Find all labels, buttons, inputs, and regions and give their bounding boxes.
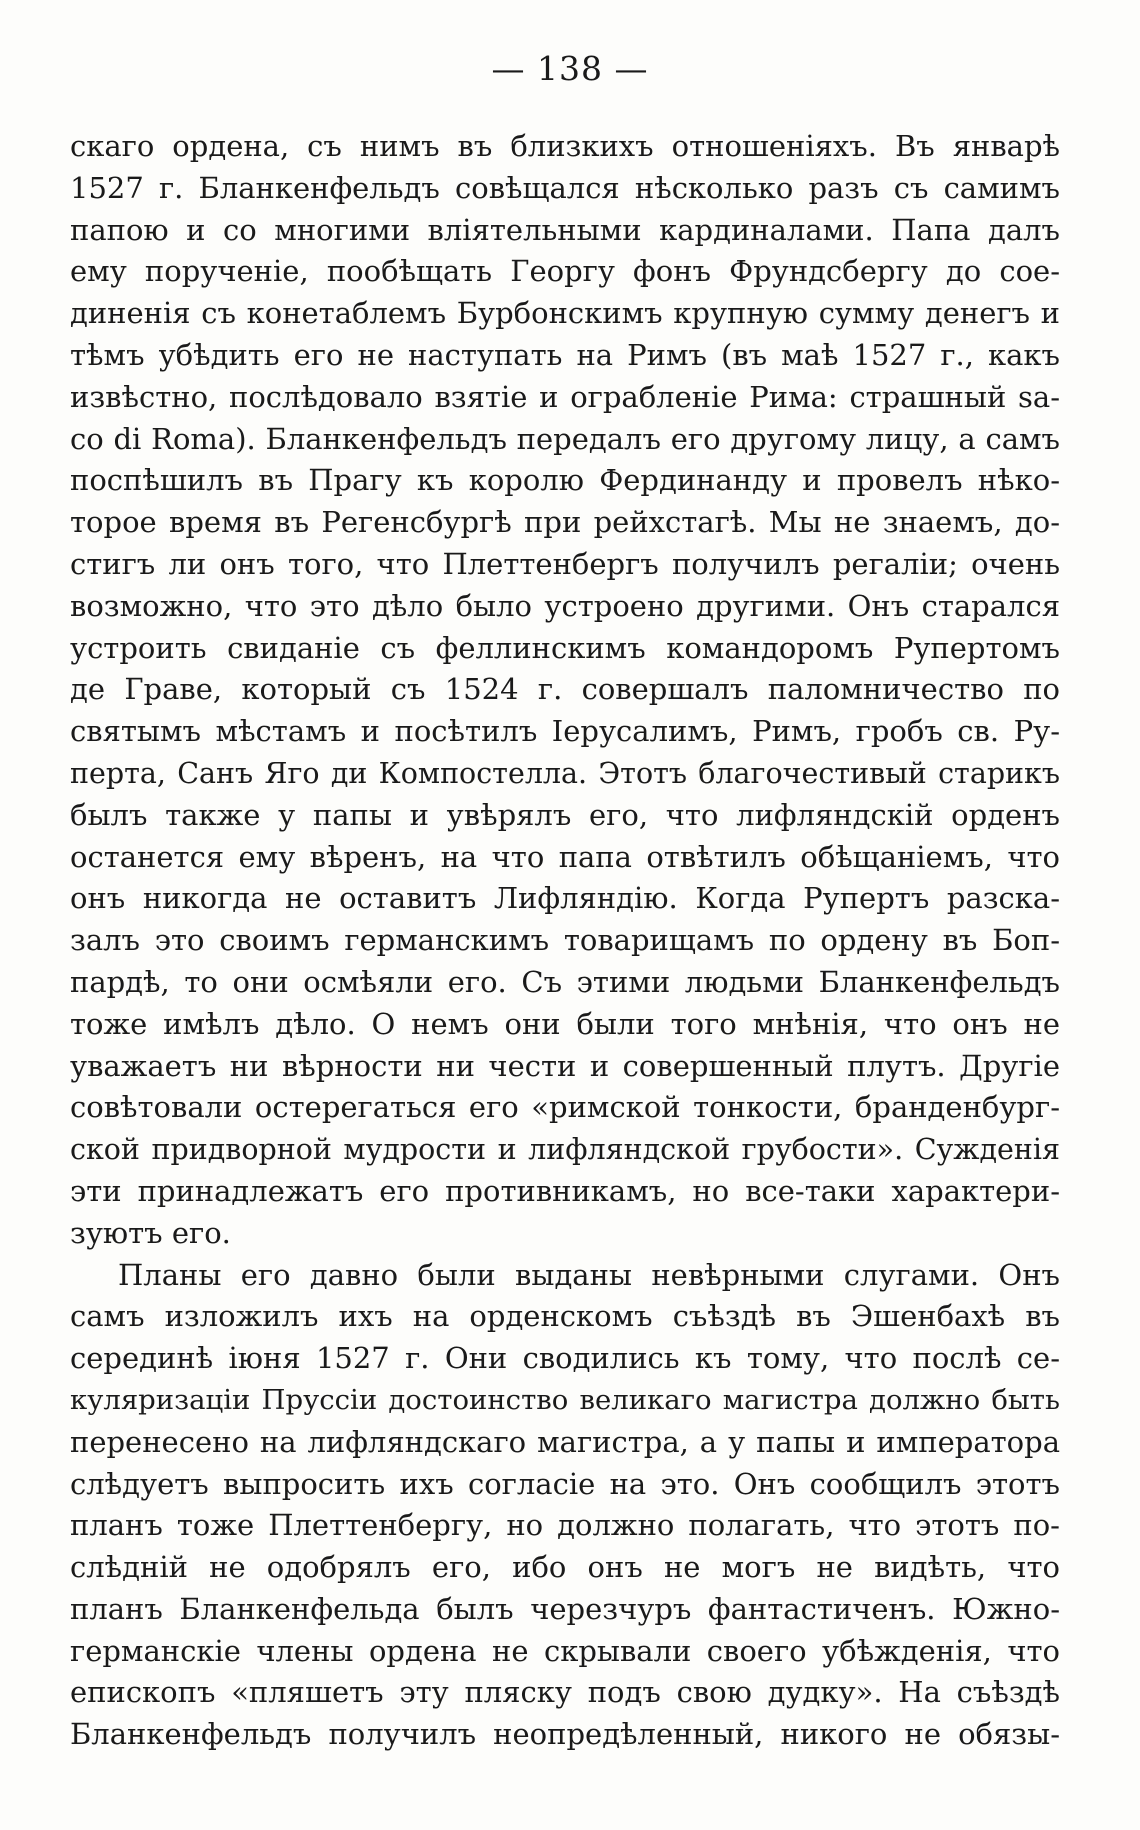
text-line: онъ никогда не оставитъ Лифляндію. Когда Рупертъ разска- (70, 881, 1060, 916)
text-line: возможно, что это дѣло было устроено другими. Онъ старался (70, 588, 1060, 623)
text-line: уважаетъ ни вѣрности ни чести и совершенный плутъ. Другіе (70, 1048, 1060, 1083)
text-line: былъ также у папы и увѣрялъ его, что лифляндскій орденъ (70, 797, 1060, 832)
text-line: ему порученіе, пообѣщать Георгу фонъ Фрундсбергу до сое- (70, 254, 1060, 289)
text-line: Планы его давно были выданы невѣрными слугами. Онъ (118, 1257, 1060, 1292)
text-line: германскіе члены ордена не скрывали своего убѣжденія, что (70, 1633, 1060, 1668)
text-line: де Граве, который съ 1524 г. совершалъ паломничество по (70, 672, 1060, 707)
text-line: планъ тоже Плеттенбергу, но должно полагать, что этотъ по- (70, 1508, 1060, 1543)
text-line: епископъ «пляшетъ эту пляску подъ свою дудку». На съѣздѣ (70, 1675, 1060, 1710)
text-line: поспѣшилъ въ Прагу къ королю Фердинанду и провелъ нѣко- (70, 463, 1060, 498)
text-line: устроить свиданіе съ феллинскимъ командоромъ Рупертомъ (70, 630, 1060, 665)
text-line: перенесено на лифляндскаго магистра, а у папы и императора (70, 1424, 1060, 1459)
text-line: самъ изложилъ ихъ на орденскомъ съѣздѣ въ Эшенбахѣ въ (70, 1299, 1060, 1334)
text-line: тѣмъ убѣдить его не наступать на Римъ (въ маѣ 1527 г., какъ (70, 337, 1060, 372)
text-line: извѣстно, послѣдовало взятіе и ограбленіе Рима: страшный sa- (70, 379, 1060, 414)
body-text (70, 126, 1060, 1756)
text-line: co di Roma). Бланкенфельдъ передалъ его другому лицу, а самъ (70, 421, 1060, 456)
text-line: папою и со многими вліятельными кардиналами. Папа далъ (70, 212, 1060, 247)
text-line: планъ Бланкенфельда былъ черезчуръ фантастиченъ. Южно- (70, 1591, 1060, 1626)
text-line: святымъ мѣстамъ и посѣтилъ Іерусалимъ, Римъ, гробъ св. Ру- (70, 714, 1060, 749)
text-line: куляризаціи Пруссіи достоинство великаго магистра должно быть (70, 1383, 1060, 1416)
text-line: 1527 г. Бланкенфельдъ совѣщался нѣсколько разъ съ самимъ (70, 170, 1060, 205)
text-line: совѣтовали остерегаться его «римской тонкости, бранденбург- (70, 1090, 1060, 1125)
text-line: слѣдній не одобрялъ его, ибо онъ не могъ не видѣть, что (70, 1550, 1060, 1585)
text-line: эти принадлежатъ его противникамъ, но все-таки характери- (70, 1173, 1060, 1208)
text-line: Бланкенфельдъ получилъ неопредѣленный, никого не обязы- (70, 1717, 1060, 1752)
page-number: — 138 — (491, 49, 649, 88)
text-line: диненія съ конетаблемъ Бурбонскимъ крупную сумму денегъ и (70, 296, 1060, 331)
text-line: тоже имѣлъ дѣло. О немъ они были того мнѣнія, что онъ не (70, 1006, 1060, 1041)
text-line: слѣдуетъ выпросить ихъ согласіе на это. Онъ сообщилъ этотъ (70, 1466, 1060, 1501)
text-line: останется ему вѣренъ, на что папа отвѣтилъ обѣщаніемъ, что (70, 839, 1060, 874)
text-line: торое время въ Регенсбургѣ при рейхстагѣ. Мы не знаемъ, до- (70, 505, 1060, 540)
text-line: скаго ордена, съ нимъ въ близкихъ отношеніяхъ. Въ январѣ (70, 129, 1060, 163)
text-line: зуютъ его. (70, 1215, 231, 1250)
paragraph-1 (70, 126, 1060, 1255)
text-line: пардѣ, то они осмѣяли его. Съ этими людьми Бланкенфельдъ (70, 964, 1060, 999)
paragraph-2 (70, 1255, 1060, 1757)
text-line: залъ это своимъ германскимъ товарищамъ по ордену въ Боп- (70, 923, 1060, 958)
text-line: ской придворной мудрости и лифляндской грубости». Сужденія (70, 1133, 1060, 1167)
text-line: стигъ ли онъ того, что Плеттенбергъ получилъ регаліи; очень (70, 546, 1060, 581)
text-line: серединѣ іюня 1527 г. Они сводились къ тому, что послѣ се- (70, 1341, 1060, 1376)
text-line: перта, Санъ Яго ди Компостелла. Этотъ благочестивый старикъ (70, 756, 1060, 790)
